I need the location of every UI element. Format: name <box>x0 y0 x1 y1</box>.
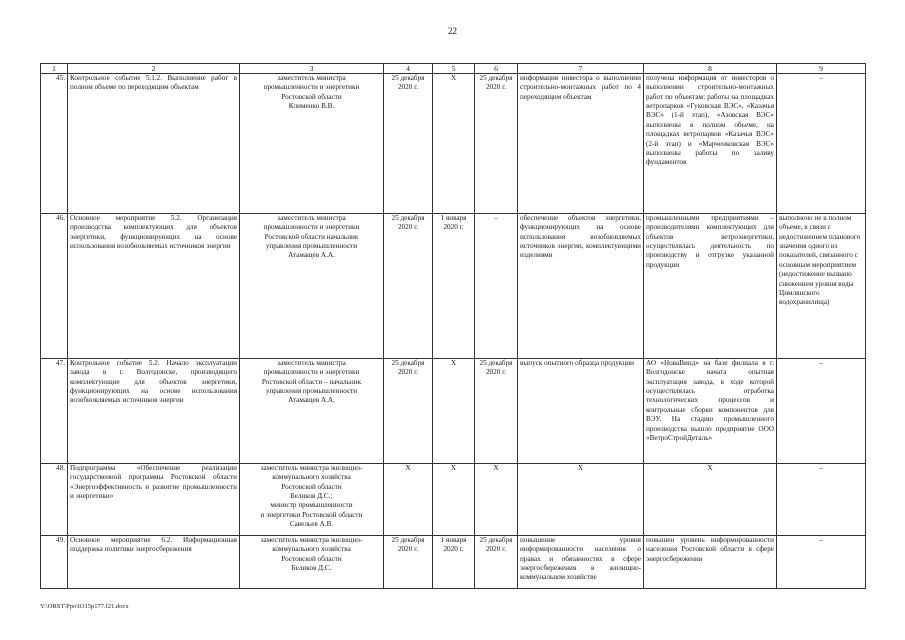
actual-end-cell: X <box>475 464 518 536</box>
actual-end-cell: – <box>475 214 518 359</box>
report-table <box>40 63 866 589</box>
event-name-cell: Подпрограмма «Обеспечение реализации государственной программы Ростовской области «Энергоэффективность и развитие промышленности и энергетики» <box>68 464 240 536</box>
executor-line: управления промышленности <box>265 242 358 251</box>
reasons-cell: выполнено не в полном объеме, в связи с недостижением планового значения одного из показателей, связанного с основным мероприятием (недостижение вызвано снижением уровня воды Цимлянского водохранилища) <box>777 214 866 359</box>
executor-line: заместитель министра <box>277 74 346 82</box>
executor-line: промышленности и энергетики <box>263 368 360 377</box>
row-number: 47. <box>41 359 68 464</box>
reasons-cell: – <box>777 74 866 214</box>
header-row <box>41 64 866 74</box>
executor-line: заместитель министра <box>277 359 346 367</box>
planned-result-cell: повышение уровня информированности населения о правах и обязанностях в сфере энергосбережения в жилищно-коммунальном хозяйстве <box>518 536 644 589</box>
row-number: 45. <box>41 74 68 214</box>
actual-result-cell: АО «НоваВинд» на базе филиала в г. Волгодонске начата опытная эксплуатация завода, в ходе которой осуществлялась отработка технологических процессов и контрольные сборки компонентов для ВЭУ. На стадию промышленного производства вышло предприятие ООО «ВетроСтройДеталь» <box>644 359 777 464</box>
column-header: 6 <box>475 64 518 74</box>
actual-result-cell: повышен уровень информированности населения Ростовской области в сфере энергосбережения <box>644 536 777 589</box>
column-header: 4 <box>384 64 433 74</box>
actual-end-cell: 25 декабря 2020 г. <box>475 536 518 589</box>
table-row <box>41 536 866 589</box>
event-name-cell: Основное мероприятие 5.2. Организация производства комплектующих для объектов энергетики, функционирующих на основе использования возобновляемых источников энергии <box>68 214 240 359</box>
event-name-cell: Основное мероприятие 6.2. Информационная поддержка политики энергосбережения <box>68 536 240 589</box>
reasons-cell: – <box>777 536 866 589</box>
executor-line: Ростовской области – начальник <box>261 377 362 386</box>
actual-end-cell: 25 декабря 2020 г. <box>475 74 518 214</box>
actual-start-cell: 1 января 2020 г. <box>433 536 475 589</box>
plan-date-cell: 25 декабря 2020 г. <box>384 536 433 589</box>
executor-line: министр промышленности <box>270 501 353 510</box>
plan-date-cell: 25 декабря 2020 г. <box>384 214 433 359</box>
executor-line: Ростовской области <box>281 482 342 491</box>
actual-result-cell: промышленными предприятиями – производителями комплектующих для объектов ветроэнергетики, осуществлялась деятельность по производству и отгрузке указанной продукции <box>644 214 777 359</box>
executor-line: коммунального хозяйства <box>272 545 351 554</box>
actual-result-cell: X <box>644 464 777 536</box>
actual-start-cell: 1 января 2020 г. <box>433 214 475 359</box>
executor-line: Клименко В.В. <box>288 102 335 111</box>
column-header: 5 <box>433 64 475 74</box>
executor-cell <box>240 464 384 536</box>
page-number: 22 <box>448 26 457 36</box>
executor-line: Беликов Д.С.; <box>290 492 333 501</box>
actual-start-cell: X <box>433 74 475 214</box>
event-name-cell: Контрольное событие 5.1.2. Выполнение работ в полном объеме по переходящим объектам <box>68 74 240 214</box>
executor-line: заместитель министра жилищно- <box>260 536 363 544</box>
column-header: 7 <box>518 64 644 74</box>
plan-date-cell: 25 декабря 2020 г. <box>384 359 433 464</box>
executor-line: промышленности и энергетики <box>263 223 360 232</box>
table-row <box>41 464 866 536</box>
executor-cell <box>240 214 384 359</box>
executor-line: Беликов Д.С. <box>291 564 332 573</box>
executor-line: Савельев А.В. <box>289 520 334 529</box>
planned-result-cell: выпуск опытного образца продукции <box>518 359 644 464</box>
column-header: 8 <box>644 64 777 74</box>
reasons-cell: – <box>777 464 866 536</box>
executor-cell <box>240 536 384 589</box>
executor-line: Атамащев А.А. <box>288 251 335 260</box>
table-row <box>41 74 866 214</box>
executor-cell <box>240 359 384 464</box>
executor-line: Ростовской области <box>281 554 342 563</box>
executor-line: заместитель министра <box>277 214 346 222</box>
row-number: 49. <box>41 536 68 589</box>
table-row <box>41 359 866 464</box>
row-number: 48. <box>41 464 68 536</box>
executor-line: коммунального хозяйства <box>272 473 351 482</box>
event-name-cell: Контрольное событие 5.2. Начало эксплуатации завода в г. Волгодонске, производящего комплектующие для объектов энергетики, функционирующих на основе использования возобновляемых источников энергии <box>68 359 240 464</box>
reasons-cell: – <box>777 359 866 464</box>
row-number: 46. <box>41 214 68 359</box>
planned-result-cell: X <box>518 464 644 536</box>
actual-start-cell: X <box>433 464 475 536</box>
footer-file-path: Y:\ORST\Ppo\0315p177.f21.docx <box>40 603 129 610</box>
executor-line: Ростовской области <box>281 92 342 101</box>
executor-line: и энергетики Ростовской области <box>260 510 363 519</box>
planned-result-cell: обеспечение объектов энергетики, функционирующих на основе использования возобновляемых источников энергии, комплектующими изделиями <box>518 214 644 359</box>
executor-cell <box>240 74 384 214</box>
actual-end-cell: 25 декабря 2020 г. <box>475 359 518 464</box>
column-header: 3 <box>240 64 384 74</box>
executor-line: управления промышленности <box>265 387 358 396</box>
actual-start-cell: X <box>433 359 475 464</box>
actual-result-cell: получена информация от инвесторов о выполнении строительно-монтажных работ по объектам: работы на площадках ветропарков «Гуковская ВЭС», «Казачья ВЭС» (1-й этап), «Азовская ВЭС» выполнены в полном объеме, на площадках ветропарков «Казачья ВЭС» (2-й этап) и «Марченковская ВЭС» выполнены работы по заливу фундаментов <box>644 74 777 214</box>
plan-date-cell: X <box>384 464 433 536</box>
executor-line: Ростовской области начальник <box>264 232 359 241</box>
column-header: 1 <box>41 64 68 74</box>
executor-line: Атамащев А.А. <box>288 396 335 405</box>
executor-line: заместитель министра жилищно- <box>260 464 363 472</box>
table-row <box>41 214 866 359</box>
column-header: 9 <box>777 64 866 74</box>
plan-date-cell: 25 декабря 2020 г. <box>384 74 433 214</box>
executor-line: промышленности и энергетики <box>263 83 360 92</box>
column-header: 2 <box>68 64 240 74</box>
planned-result-cell: информация инвестора о выполнении строительно-монтажных работ по 4 переходящим объектам <box>518 74 644 214</box>
